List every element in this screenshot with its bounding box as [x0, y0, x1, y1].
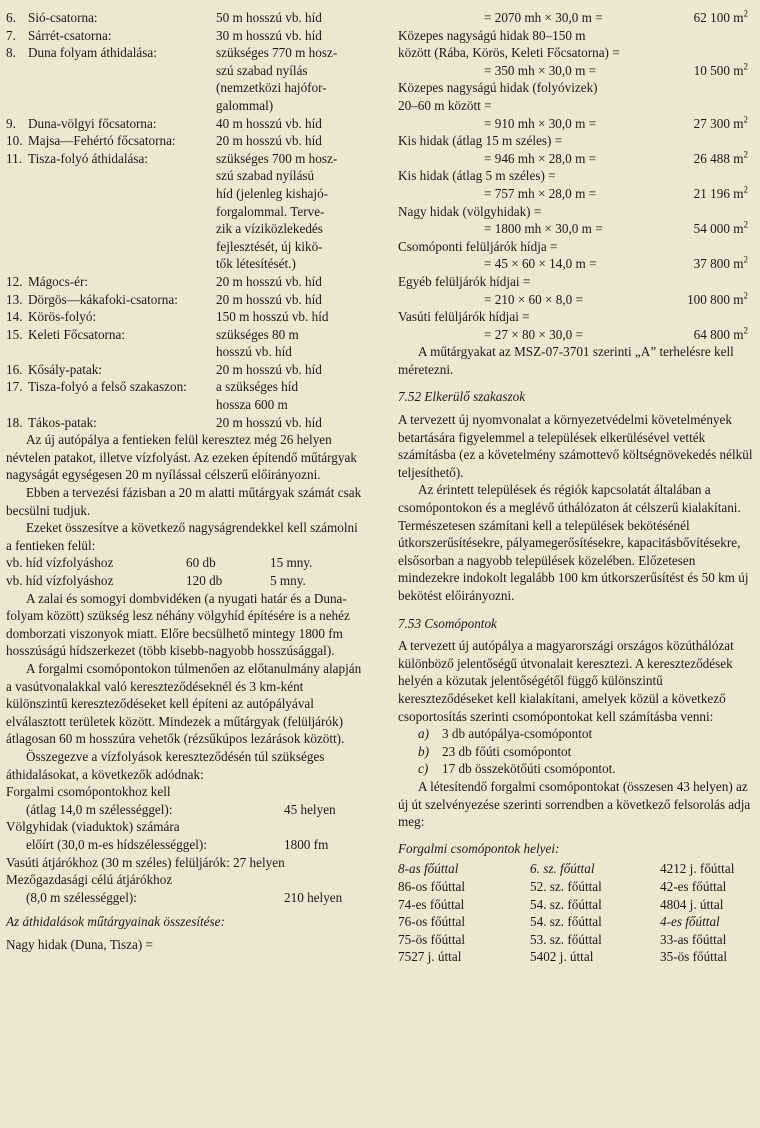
junction-type-item	[398, 760, 756, 778]
paragraph-crossings-summary: Összegezve a vízfolyások kereszteződésén túl szükséges áthidalásokat, a következők adódnak:	[6, 748, 325, 782]
calc-result	[648, 185, 748, 203]
paragraph-junctions-1: A tervezett új autópálya a magyarországi országos közúthálózat különböző jelentőségű útvonalait keresztezi. A kereszteződések helyén a közutak jelentőségétől függő különszintű kereszteződéseket kell kialakítani, amelyek közül a következő csoportosítás szerinti csomópontokat kell számításba venni:	[398, 638, 734, 724]
junction-places-table	[398, 860, 756, 966]
waterway-name	[6, 378, 216, 396]
waterway-description: szükséges 700 m hosz-	[216, 150, 338, 166]
summary-item-value: 210 helyen	[284, 889, 343, 905]
waterway-label: Dörgös—kákafoki-csatorna:	[28, 291, 178, 307]
item-letter: b)	[418, 743, 429, 759]
waterway-description: 40 m hosszú vb. híd	[216, 115, 322, 131]
summary-item-value: 1800 fm	[284, 836, 329, 852]
waterway-label: Tákos-patak:	[28, 414, 97, 430]
bridge-area-calculation	[398, 9, 756, 343]
summary-item-row: Vasúti átjárókhoz (30 m széles) felüljárók: 27 helyen	[6, 854, 285, 870]
waterway-description: 50 m hosszú vb. híd	[216, 10, 322, 25]
calc-label: Közepes nagyságú hidak 80–150 m	[398, 27, 586, 43]
item-text: 3 db autópálya-csomópontot	[442, 726, 593, 742]
paragraph-unnamed-streams: Az új autópálya a fentieken felül keresztez még 26 helyen névtelen patakot, illetve vízfolyást. Az ezeken építendő műtárgyak nagyságát egységesen 20 m nyílással célszerű előirányozni.	[6, 432, 357, 483]
waterway-name-blank	[6, 79, 216, 97]
right-column	[398, 9, 756, 966]
waterway-name-blank	[6, 203, 216, 221]
waterway-description: 30 m hosszú vb. híd	[216, 27, 322, 43]
calc-expression: = 210 × 60 × 8,0 =	[484, 291, 583, 307]
waterway-name-blank	[6, 220, 216, 238]
waterway-description: 20 m hosszú vb. híd	[216, 291, 322, 307]
item-letter: a)	[418, 726, 429, 742]
calc-result-unit-exponent: 2	[743, 149, 748, 160]
calc-result	[648, 115, 748, 133]
waterway-name-blank	[6, 62, 216, 80]
junction-place-cell: 76-os főúttal	[398, 914, 466, 930]
junction-place-cell: 53. sz. főúttal	[530, 931, 602, 947]
waterway-description: zik a víziközlekedés	[216, 221, 323, 237]
summary-item-label: előírt (30,0 m-es hídszélességgel):	[26, 836, 207, 852]
waterway-name-blank	[6, 343, 216, 361]
waterway-label: Keleti Főcsatorna:	[28, 326, 126, 342]
bridge-count-table	[6, 554, 362, 589]
calc-label: Kis hidak (átlag 15 m széles) =	[398, 133, 563, 149]
count-label: vb. híd vízfolyáshoz	[6, 555, 114, 571]
calc-result-value: 26 488 m	[693, 150, 744, 166]
waterway-name-blank	[6, 396, 216, 414]
waterway-name-blank	[6, 185, 216, 203]
paragraph-summary-intro: Ezeket összesítve a következő nagyságrendekkel kell számolni a fentieken felül:	[6, 520, 358, 553]
waterway-description: szükséges 770 m hosz-	[216, 45, 338, 61]
waterway-description: (nemzetközi hajófor-	[216, 80, 327, 96]
waterway-name	[6, 273, 216, 291]
waterway-label: Sárrét-csatorna:	[28, 27, 112, 43]
waterway-number: 12.	[6, 273, 23, 289]
waterway-name-blank	[6, 238, 216, 256]
calc-row	[398, 220, 756, 238]
waterway-description: a szükséges híd	[216, 379, 299, 395]
junction-place-cell: 74-es főúttal	[398, 896, 465, 912]
waterway-label: Duna folyam áthidalása:	[28, 45, 157, 61]
junction-place-cell: 33-as főúttal	[660, 931, 727, 947]
summary-item-row	[6, 801, 362, 819]
junction-place-cell: 4804 j. úttal	[660, 896, 724, 912]
waterway-description: híd (jelenleg kishajó-	[216, 185, 329, 201]
calc-result-value: 54 000 m	[693, 221, 744, 237]
waterway-description: tők létesítését.)	[216, 256, 296, 272]
waterway-description: 20 m hosszú vb. híd	[216, 133, 322, 149]
calc-expression: = 350 mh × 30,0 m =	[484, 62, 597, 78]
waterway-name	[6, 132, 216, 150]
summary-item-label: Mezőgazdasági célú átjárókhoz	[6, 872, 173, 888]
item-letter: c)	[418, 761, 429, 777]
calc-result	[648, 62, 748, 80]
waterway-name	[6, 27, 216, 45]
waterway-name	[6, 291, 216, 309]
crossing-summary-list	[6, 783, 362, 906]
calc-label: Egyéb felüljárók hídjai =	[398, 273, 531, 289]
summary-item-row	[6, 836, 362, 854]
column-divider	[380, 20, 381, 1110]
junction-place-cell: 6. sz. főúttal	[530, 861, 595, 877]
waterway-name-blank	[6, 97, 216, 115]
junction-place-cell: 42-es főúttal	[660, 878, 727, 894]
waterway-number: 13.	[6, 291, 23, 307]
bridge-count-row	[6, 554, 362, 572]
waterway-number: 15.	[6, 326, 23, 342]
count-db: 120 db	[186, 573, 223, 588]
calc-expression: = 27 × 80 × 30,0 =	[484, 326, 583, 342]
calc-row	[398, 150, 756, 168]
calc-result	[648, 220, 748, 238]
calc-result-value: 10 500 m	[693, 62, 744, 78]
calc-label: Nagy hidak (völgyhidak) =	[398, 203, 542, 219]
paragraph-junctions-2: A létesítendő forgalmi csomópontokat (összesen 43 helyen) az új út szelvényezése szerinti sorrendben a következő felsorolás adja meg:	[398, 778, 751, 830]
waterway-number: 18.	[6, 414, 23, 430]
waterway-number: 7.	[6, 27, 16, 43]
waterway-description: galommal)	[216, 97, 274, 113]
count-mny: 15 mny.	[270, 555, 313, 571]
waterway-number: 17.	[6, 379, 23, 395]
calc-expression: = 45 × 60 × 14,0 m =	[484, 256, 597, 272]
paragraph-overpasses: A forgalmi csomópontokon túlmenően az előtanulmány alapján a vasútvonalakkal való kereszteződéseknél és 3 km-ként különszintű kereszteződéseket kell építeni az autópályával elválasztott területek között. Mindezek a műtárgyak (felüljárók) átlagosan 60 m hosszúra vehetők (rézsűkúpos lezárások között).	[6, 660, 362, 747]
junction-place-cell: 7527 j. úttal	[398, 949, 462, 965]
waterway-number: 16.	[6, 361, 23, 377]
calc-result-unit-exponent: 2	[743, 254, 748, 265]
calc-result	[648, 326, 748, 344]
places-title: Forgalmi csomópontok helyei:	[398, 840, 560, 856]
junction-place-cell: 4212 j. főúttal	[660, 861, 735, 877]
waterway-description: 20 m hosszú vb. híd	[216, 414, 322, 430]
calc-row	[398, 115, 756, 133]
waterway-name-blank	[6, 255, 216, 273]
paragraph-valley-bridges: A zalai és somogyi dombvidéken (a nyugati határ és a Duna-folyam között) szükség lesz néhány völgyhíd építésére is a nehéz domborzati viszonyok miatt. Előre becsülhető mintegy 1800 fm hosszúságú hídszerkezet (több kisebb-nagyobb hosszúsággal).	[6, 590, 350, 659]
junction-place-cell: 4-es főúttal	[660, 914, 720, 930]
section-heading-junctions: 7.53 Csomópontok	[398, 615, 497, 631]
calc-result-value: 62 100 m	[693, 10, 744, 25]
waterway-name	[6, 308, 216, 326]
calc-result-unit-exponent: 2	[743, 8, 748, 19]
calc-row	[398, 255, 756, 273]
calc-result-value: 27 300 m	[693, 115, 744, 131]
calc-label: Közepes nagyságú hidak (folyóvizek)	[398, 80, 598, 96]
calc-result	[648, 291, 748, 309]
summary-section-title: Az áthidalások műtárgyainak összesítése:	[6, 914, 225, 930]
calc-result	[648, 150, 748, 168]
calc-label: között (Rába, Körös, Keleti Főcsatorna) =	[398, 45, 620, 61]
waterway-name	[6, 150, 216, 168]
waterway-description: szú szabad nyílás	[216, 62, 308, 78]
junction-place-cell: 54. sz. főúttal	[530, 896, 602, 912]
calc-result-unit-exponent: 2	[743, 219, 748, 230]
calc-result-value: 64 800 m	[693, 326, 744, 342]
paragraph-load-standard: A műtárgyakat az MSZ-07-3701 szerinti „A” terhelésre kell méretezni.	[398, 344, 734, 377]
calc-label: Kis hidak (átlag 5 m széles) =	[398, 168, 556, 184]
summary-item-value: 45 helyen	[284, 801, 336, 817]
waterway-name	[6, 115, 216, 133]
count-mny: 5 mny.	[270, 573, 306, 588]
waterway-description: fejlesztését, új kikö-	[216, 238, 323, 254]
junction-place-cell: 52. sz. főúttal	[530, 878, 602, 894]
calc-expression: = 910 mh × 30,0 m =	[484, 115, 597, 131]
bridge-count-row	[6, 572, 362, 590]
paragraph-bypass-2: Az érintett települések és régiók kapcsolatát általában a csomópontokon és a meglévő úthálózaton át célszerű kialakítani. Természetesen számítani kell a települések bekötésénél útkorszerűsítésekre, pályamegerősítésekre, kapacitásbővítésekre, elsősorban a nagyobb települések közelében. Előzetesen mindezekre indokolt legalább 100 km útkorszerűsítést és 50 km új bekötést előirányozni.	[398, 482, 749, 603]
item-text: 23 db főúti csomópontot	[442, 743, 572, 759]
count-db: 60 db	[186, 555, 216, 571]
summary-item-label: (átlag 14,0 m szélességgel):	[26, 801, 173, 817]
calc-label: Vasúti felüljárók hídjai =	[398, 309, 530, 325]
waterway-label: Sió-csatorna:	[28, 10, 98, 25]
waterway-label: Duna-völgyi főcsatorna:	[28, 115, 157, 131]
calc-result-unit-exponent: 2	[743, 114, 748, 125]
waterway-description: forgalommal. Terve-	[216, 203, 325, 219]
waterway-description: 150 m hosszú vb. híd	[216, 309, 329, 325]
waterway-description: hossza 600 m	[216, 397, 288, 413]
junction-place-cell: 75-ös főúttal	[398, 931, 466, 947]
junction-place-cell: 86-os főúttal	[398, 878, 466, 894]
waterway-name	[6, 44, 216, 62]
section-heading-bypass: 7.52 Elkerülő szakaszok	[398, 389, 526, 405]
calc-result-value: 21 196 m	[693, 185, 744, 201]
calc-label: Csomóponti felüljárók hídja =	[398, 238, 558, 254]
count-label: vb. híd vízfolyáshoz	[6, 573, 114, 588]
left-column	[6, 9, 362, 953]
calc-result-unit-exponent: 2	[743, 61, 748, 72]
waterway-number: 14.	[6, 309, 23, 325]
waterway-number: 10.	[6, 133, 23, 149]
calc-result	[648, 9, 748, 27]
calc-result-unit-exponent: 2	[743, 290, 748, 301]
calc-row	[398, 291, 756, 309]
waterway-number: 9.	[6, 115, 16, 131]
waterway-list	[6, 9, 362, 431]
waterway-label: Körös-folyó:	[28, 309, 97, 325]
waterway-number: 11.	[6, 150, 22, 166]
calc-result	[648, 255, 748, 273]
waterway-description: 20 m hosszú vb. híd	[216, 273, 322, 289]
junction-type-item	[398, 725, 756, 743]
calc-row	[398, 62, 756, 80]
paragraph-bypass-1: A tervezett új nyomvonalat a környezetvédelmi követelmények betartására figyelemmel a települések elkerülésével vették számításba (ez a követelmény számottevő költségnövekedés nélkül teljesíthető).	[398, 412, 753, 480]
waterway-name	[6, 9, 216, 27]
waterway-description: szükséges 80 m	[216, 326, 299, 342]
waterway-number: 6.	[6, 10, 16, 25]
waterway-label: Tisza-folyó a felső szakaszon:	[28, 379, 187, 395]
waterway-name	[6, 414, 216, 432]
calc-expression: = 946 mh × 28,0 m =	[484, 150, 597, 166]
calc-row	[398, 326, 756, 344]
item-text: 17 db összekötőúti csomópontot.	[442, 761, 616, 777]
summary-item-row	[6, 889, 362, 907]
calc-label: 20–60 m között =	[398, 97, 492, 113]
calc-expression: = 2070 mh × 30,0 m =	[484, 10, 603, 25]
large-bridges-line: Nagy hidak (Duna, Tisza) =	[6, 936, 153, 952]
junction-type-item	[398, 743, 756, 761]
calc-expression: = 757 mh × 28,0 m =	[484, 185, 597, 201]
waterway-description: szú szabad nyílású	[216, 168, 315, 184]
junction-place-cell: 35-ös főúttal	[660, 949, 728, 965]
waterway-label: Kősály-patak:	[28, 361, 102, 377]
waterway-label: Mágocs-ér:	[28, 273, 89, 289]
paragraph-estimate: Ebben a tervezési fázisban a 20 m alatti műtárgyak számát csak becsülni tudjuk.	[6, 485, 362, 518]
waterway-name	[6, 361, 216, 379]
waterway-number: 8.	[6, 45, 16, 61]
calc-result-unit-exponent: 2	[743, 184, 748, 195]
junction-place-cell: 8-as főúttal	[398, 861, 459, 877]
waterway-description: hosszú vb. híd	[216, 344, 292, 360]
junction-type-list	[398, 725, 756, 778]
calc-row	[398, 185, 756, 203]
junction-place-cell: 5402 j. úttal	[530, 949, 594, 965]
calc-row	[398, 9, 756, 27]
calc-expression: = 1800 mh × 30,0 m =	[484, 221, 603, 237]
waterway-description: 20 m hosszú vb. híd	[216, 361, 322, 377]
summary-item-label: (8,0 m szélességgel):	[26, 889, 137, 905]
summary-item-label: Forgalmi csomópontokhoz kell	[6, 784, 171, 800]
waterway-name-blank	[6, 167, 216, 185]
calc-result-value: 37 800 m	[693, 256, 744, 272]
waterway-name	[6, 326, 216, 344]
waterway-label: Tisza-folyó áthidalása:	[28, 150, 149, 166]
summary-item-label: Völgyhidak (viaduktok) számára	[6, 819, 180, 835]
waterway-label: Majsa—Fehértó főcsatorna:	[28, 133, 176, 149]
calc-result-unit-exponent: 2	[743, 325, 748, 336]
calc-result-value: 100 800 m	[687, 291, 744, 307]
junction-place-cell: 54. sz. főúttal	[530, 914, 602, 930]
